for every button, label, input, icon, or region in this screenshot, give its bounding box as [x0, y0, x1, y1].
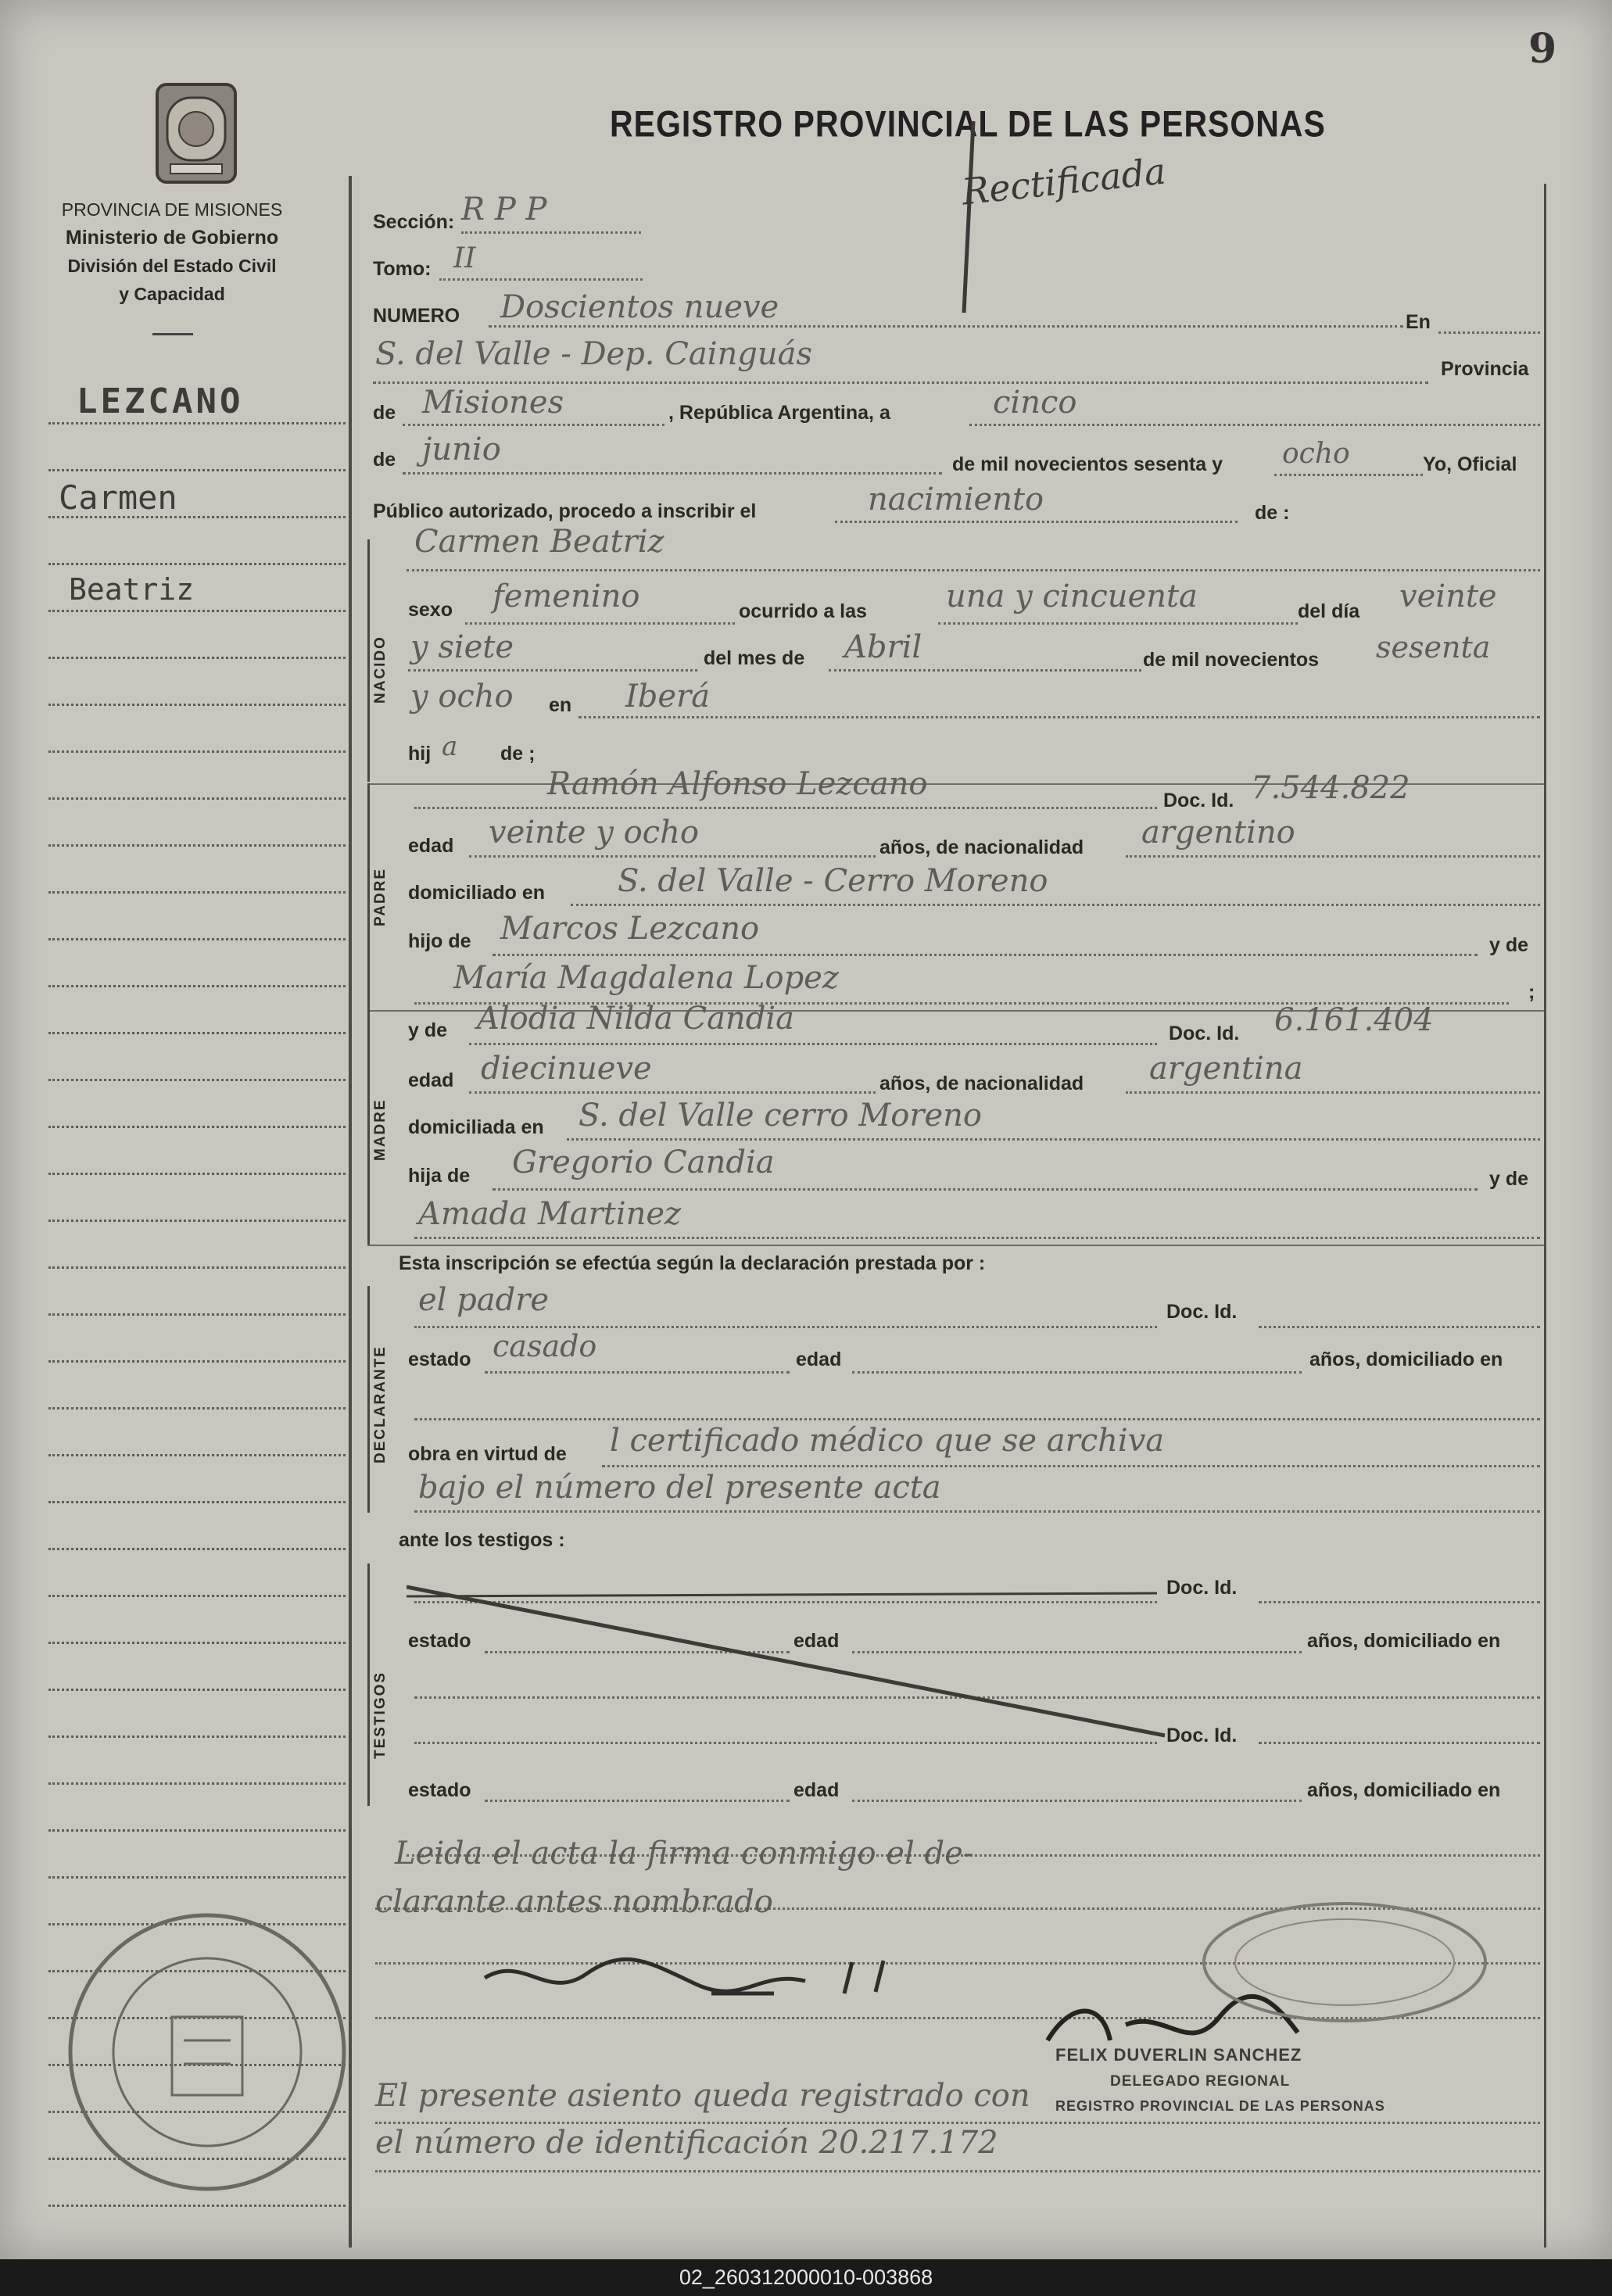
father-hijo-label: hijo de [408, 930, 471, 952]
seccion-value: R P P [461, 192, 547, 227]
mother-y-de-label: y de [408, 1019, 448, 1041]
witness2-estado-label: estado [408, 1779, 471, 1801]
declarant-status: casado [493, 1329, 597, 1363]
file-id-footer: 02_260312000010-003868 [0, 2259, 1612, 2296]
numero-label: NUMERO [373, 305, 460, 327]
official-role: DELEGADO REGIONAL [1110, 2073, 1291, 2090]
witness-strikethrough-icon [407, 1579, 1188, 1751]
madre-side-label: MADRE [372, 1098, 389, 1161]
father-doc-label: Doc. Id. [1163, 790, 1234, 811]
mil-label: de mil novecientos sesenta y [952, 453, 1223, 475]
hour-value: una y cincuenta [946, 578, 1198, 614]
mother-nationality: argentina [1149, 1051, 1303, 1087]
tomo-value: II [453, 242, 476, 274]
capacity-label: y Capacidad [119, 284, 225, 304]
declarant-estado-label: estado [408, 1349, 471, 1370]
mother-address: S. del Valle cerro Moreno [579, 1098, 983, 1134]
obra-line-1: l certificado médico que se archiva [610, 1423, 1165, 1459]
seccion-label: Sección: [373, 211, 455, 233]
closing-line-2: clarante antes nombrado [375, 1884, 773, 1920]
coat-of-arms-icon [153, 78, 239, 188]
paternal-grandfather: Marcos Lezcano [500, 911, 760, 947]
father-doc-value: 7.544.822 [1251, 770, 1410, 806]
rectification-annotation: Rectificada [959, 149, 1168, 213]
margin-surname: LEZCANO [77, 381, 244, 421]
father-address: S. del Valle - Cerro Moreno [618, 863, 1048, 899]
ocurrido-label: ocurrido a las [739, 600, 867, 622]
republica-label: , República Argentina, a [668, 402, 890, 424]
nacido-side-label: NACIDO [372, 636, 389, 704]
province-label: PROVINCIA DE MISIONES [61, 199, 283, 220]
annotation-stroke-icon [958, 117, 989, 321]
page-number: 9 [1528, 25, 1557, 73]
year-value: ocho [1282, 438, 1350, 470]
ministry-label: Ministerio de Gobierno [65, 227, 279, 249]
inscription-statement: Esta inscripción se efectúa según la declaración prestada por : [399, 1252, 986, 1274]
en2-label: en [549, 694, 572, 716]
obra-line-2: bajo el número del presente acta [418, 1470, 941, 1506]
father-dom-label: domiciliado en [408, 882, 546, 904]
publico-label: Público autorizado, procedo a inscribir el [373, 500, 757, 522]
ante-testigos-label: ante los testigos : [399, 1529, 565, 1551]
padre-side-label: PADRE [372, 867, 389, 926]
birth-month-value: Abril [844, 629, 922, 665]
issuer-divider [152, 333, 193, 335]
de3-label: de : [1255, 502, 1290, 524]
mother-name: Alodia Nilda Candia [477, 1001, 794, 1037]
registry-seal-stamp-icon [63, 1907, 352, 2197]
act-value: nacimiento [868, 482, 1044, 518]
del-dia-label: del día [1298, 600, 1360, 622]
child-name: Carmen Beatriz [414, 524, 665, 560]
numero-value: Doscientos nueve [500, 289, 779, 325]
de4-label: de ; [500, 743, 536, 765]
margin-name-1: Carmen [59, 478, 177, 517]
declarant-doc-label: Doc. Id. [1166, 1301, 1238, 1323]
declarant-signature-icon [477, 1947, 938, 2017]
province-value: Misiones [422, 385, 564, 421]
hijo-suffix: a [442, 731, 458, 762]
mother-age: diecinueve [481, 1051, 652, 1087]
father-nac-label: años, de nacionalidad [879, 836, 1084, 858]
witness2-dom-label: años, domiciliado en [1307, 1779, 1501, 1801]
sex-value: femenino [493, 578, 640, 614]
witness2-edad-label: edad [793, 1779, 840, 1801]
en-label: En [1406, 311, 1431, 333]
division-label: División del Estado Civil [67, 256, 277, 276]
father-edad-label: edad [408, 835, 454, 857]
day-value: cinco [993, 385, 1077, 421]
yo-oficial-label: Yo, Oficial [1423, 453, 1517, 475]
father-y-de-label: y de [1489, 934, 1529, 956]
declarante-side-label: DECLARANTE [372, 1345, 389, 1463]
de2-label: de [373, 449, 396, 471]
father-name: Ramón Alfonso Lezcano [547, 766, 928, 802]
place-value: S. del Valle - Dep. Cainguás [375, 336, 812, 372]
provincia-label: Provincia [1441, 358, 1529, 380]
mother-doc-value: 6.161.404 [1274, 1002, 1434, 1038]
official-stamp-icon [1188, 1884, 1501, 2025]
margin-note-line-2: el número de identificación 20.217.172 [375, 2125, 998, 2161]
mother-edad-label: edad [408, 1069, 454, 1091]
birth-day-value: veinte [1399, 578, 1497, 614]
declarant-edad-label: edad [796, 1349, 842, 1370]
father-nationality: argentino [1141, 815, 1295, 851]
witness1-doc-label: Doc. Id. [1166, 1577, 1238, 1599]
birth-place-value: Iberá [625, 679, 711, 715]
declarant-dom-label: años, domiciliado en [1309, 1349, 1503, 1370]
margin-note-line-1: El presente asiento queda registrado con [375, 2078, 1030, 2114]
de-label: de [373, 402, 396, 424]
mother-dom-label: domiciliada en [408, 1116, 544, 1138]
mother-hija-label: hija de [408, 1165, 471, 1187]
mother-doc-label: Doc. Id. [1169, 1023, 1240, 1044]
father-semicolon: ; [1528, 981, 1535, 1003]
witness1-edad-label: edad [793, 1630, 840, 1652]
tomo-label: Tomo: [373, 258, 432, 280]
witness1-estado-label: estado [408, 1630, 471, 1652]
margin-name-2: Beatriz [69, 572, 195, 607]
hijo-label: hij [408, 743, 432, 765]
mother-y-de-label: y de [1489, 1168, 1529, 1190]
witness2-doc-label: Doc. Id. [1166, 1725, 1238, 1746]
maternal-grandfather: Gregorio Candia [512, 1144, 775, 1180]
official-office: REGISTRO PROVINCIAL DE LAS PERSONAS [1055, 2098, 1385, 2114]
de-mil-label: de mil novecientos [1143, 649, 1320, 671]
birth-day-value-2: y siete [410, 629, 514, 665]
right-rule [1544, 184, 1546, 2248]
month-value: junio [422, 432, 501, 467]
testigos-side-label: TESTIGOS [372, 1671, 389, 1759]
document-title: REGISTRO PROVINCIAL DE LAS PERSONAS [610, 103, 1326, 145]
paternal-grandmother: María Magdalena Lopez [453, 960, 839, 996]
birth-year-value-2: y ocho [410, 679, 514, 715]
official-name: FELIX DUVERLIN SANCHEZ [1055, 2045, 1302, 2065]
sexo-label: sexo [408, 599, 453, 621]
father-age: veinte y ocho [489, 815, 699, 851]
del-mes-label: del mes de [704, 647, 805, 669]
birth-year-value: sesenta [1376, 630, 1491, 664]
declarant-value: el padre [418, 1282, 550, 1318]
witness1-dom-label: años, domiciliado en [1307, 1630, 1501, 1652]
obra-label: obra en virtud de [408, 1443, 567, 1465]
maternal-grandmother: Amada Martinez [418, 1196, 682, 1232]
issuer-block [47, 195, 297, 308]
mother-nac-label: años, de nacionalidad [879, 1073, 1084, 1094]
closing-line-1: Leida el acta la firma conmigo el de- [395, 1836, 974, 1872]
